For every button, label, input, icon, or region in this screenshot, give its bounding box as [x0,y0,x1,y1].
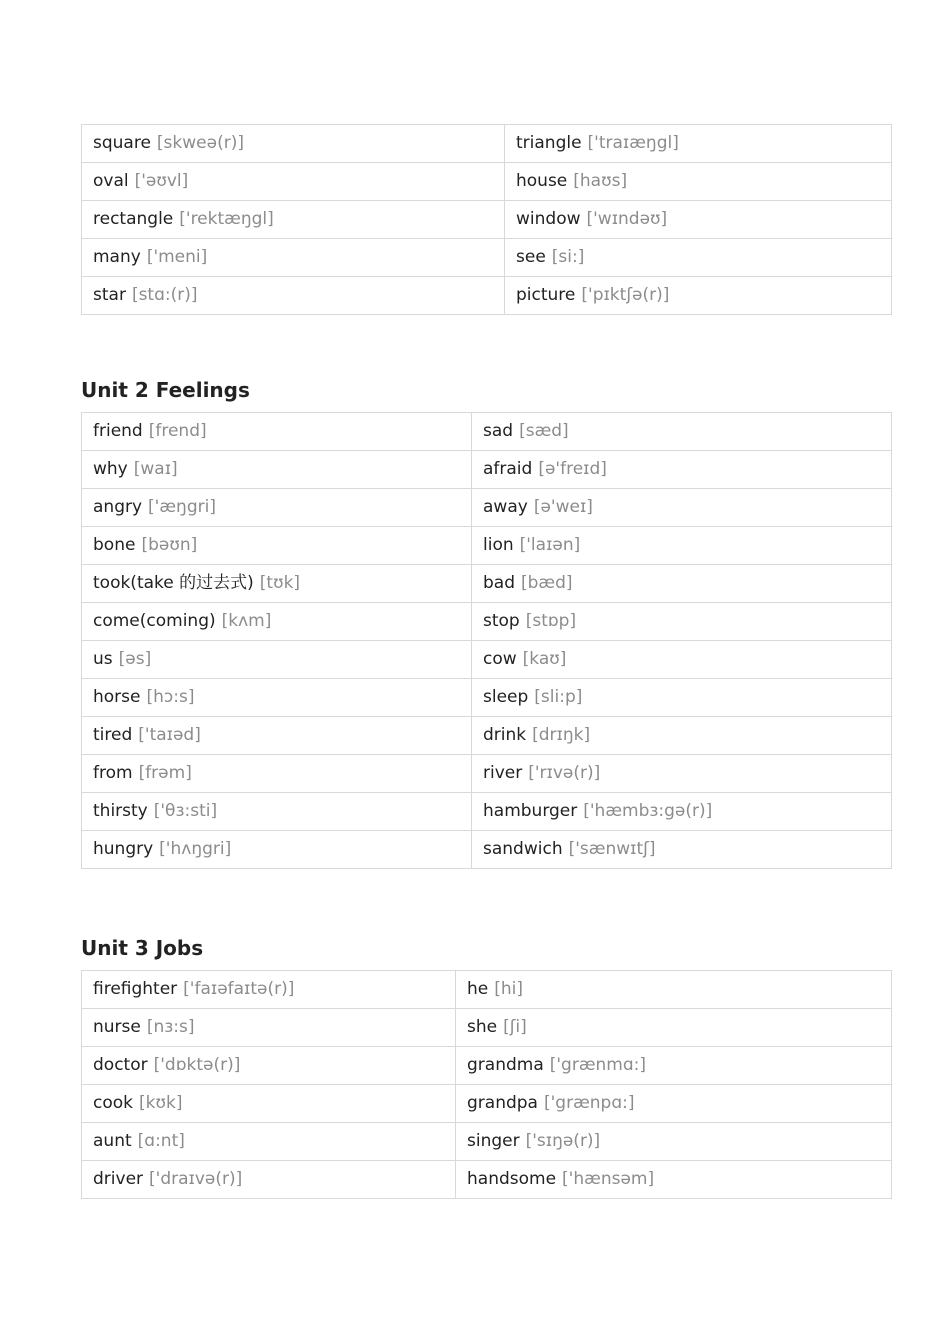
vocab-word: firefighter [93,979,178,999]
table-row [82,201,892,239]
vocab-word: sandwich [483,839,563,859]
phonetic-transcription: ['faɪəfaɪtə(r)] [183,979,295,999]
vocab-word: hamburger [483,801,578,821]
vocab-word: oval [93,171,129,191]
vocab-word: square [93,133,151,153]
phonetic-transcription: [kʌm] [221,611,272,631]
table-row [82,565,892,603]
table-cell [456,1161,892,1199]
table-cell [82,641,472,679]
phonetic-transcription: [hi] [494,979,523,999]
phonetic-transcription: [nɜ:s] [146,1017,195,1037]
table-cell [82,1085,456,1123]
phonetic-transcription: [waɪ] [133,459,178,479]
phonetic-transcription: [əs] [118,649,152,669]
vocab-word: stop [483,611,520,631]
vocab-section-unit-3 [81,934,891,1199]
phonetic-transcription: [skweə(r)] [156,133,244,153]
table-cell [472,679,892,717]
vocab-word: afraid [483,459,533,479]
table-cell [82,831,472,869]
table-row [82,971,892,1009]
vocab-word: triangle [516,133,582,153]
phonetic-transcription: ['laɪən] [519,535,581,555]
vocab-word: window [516,209,581,229]
phonetic-transcription: [stɑ:(r)] [131,285,198,305]
vocab-word: river [483,763,523,783]
phonetic-transcription: [ə'freɪd] [538,459,607,479]
vocab-word: horse [93,687,141,707]
vocab-word: nurse [93,1017,141,1037]
table-cell [82,1123,456,1161]
vocab-word: sleep [483,687,529,707]
table-cell [82,163,505,201]
table-cell [82,679,472,717]
vocab-word: driver [93,1169,144,1189]
phonetic-transcription: ['traɪæŋgl] [587,133,679,153]
table-row [82,1123,892,1161]
phonetic-transcription: [sæd] [519,421,569,441]
phonetic-transcription: ['hʌŋgri] [159,839,232,859]
vocab-word: cow [483,649,517,669]
phonetic-transcription: [haʊs] [573,171,628,191]
section-title: Unit 3 Jobs [81,936,204,960]
vocab-word: angry [93,497,143,517]
phonetic-transcription: [drɪŋk] [532,725,591,745]
table-cell [456,1123,892,1161]
phonetic-transcription: ['θɜ:sti] [153,801,218,821]
vocab-word: hungry [93,839,154,859]
vocab-word: aunt [93,1131,132,1151]
table-cell [82,1161,456,1199]
vocab-word: lion [483,535,514,555]
table-cell [82,451,472,489]
vocab-word: handsome [467,1169,557,1189]
table-cell [82,793,472,831]
table-row [82,1009,892,1047]
phonetic-transcription: [tʊk] [259,573,301,593]
vocab-word: from [93,763,133,783]
table-cell [82,277,505,315]
phonetic-transcription: ['wɪndəʊ] [586,209,668,229]
vocab-word: picture [516,285,576,305]
phonetic-transcription: ['meni] [146,247,208,267]
table-row [82,831,892,869]
vocab-word: us [93,649,113,669]
vocab-table-unit-2 [81,412,892,869]
phonetic-transcription: [ɑ:nt] [137,1131,185,1151]
table-row [82,717,892,755]
table-cell [82,239,505,277]
table-row [82,679,892,717]
phonetic-transcription: ['hæmbɜ:gə(r)] [583,801,713,821]
phonetic-transcription: ['sænwɪtʃ] [568,839,656,859]
table-cell [472,717,892,755]
table-cell [472,831,892,869]
table-cell [505,277,892,315]
table-cell [82,603,472,641]
table-row [82,755,892,793]
vocab-word: why [93,459,128,479]
vocab-word: doctor [93,1055,148,1075]
vocab-word: see [516,247,546,267]
vocab-word: tired [93,725,133,745]
phonetic-transcription: [ə'weɪ] [533,497,593,517]
vocab-word: house [516,171,568,191]
vocab-word: star [93,285,126,305]
table-cell [82,755,472,793]
table-row [82,641,892,679]
table-cell [505,239,892,277]
table-row [82,1161,892,1199]
vocab-table-1 [81,124,892,315]
section-title: Unit 2 Feelings [81,378,250,402]
phonetic-transcription: ['sɪŋə(r)] [525,1131,601,1151]
vocab-word: grandma [467,1055,544,1075]
vocab-section-1 [81,124,891,315]
phonetic-transcription: ['dɒktə(r)] [153,1055,241,1075]
vocab-word: she [467,1017,498,1037]
table-cell [472,755,892,793]
table-row [82,527,892,565]
table-row [82,277,892,315]
vocab-word: drink [483,725,527,745]
vocab-word: grandpa [467,1093,538,1113]
vocab-word: rectangle [93,209,174,229]
table-cell [82,201,505,239]
phonetic-transcription: ['hænsəm] [562,1169,655,1189]
table-cell [82,489,472,527]
phonetic-transcription: ['taɪəd] [138,725,201,745]
table-cell [472,451,892,489]
table-cell [472,413,892,451]
phonetic-transcription: ['grænpɑ:] [543,1093,635,1113]
table-cell [456,1047,892,1085]
table-cell [472,527,892,565]
phonetic-transcription: ['rɪvə(r)] [528,763,601,783]
table-row [82,1047,892,1085]
table-cell [505,125,892,163]
table-row [82,451,892,489]
phonetic-transcription: [hɔ:s] [146,687,195,707]
table-row [82,413,892,451]
phonetic-transcription: [kʊk] [139,1093,183,1113]
vocab-word: friend [93,421,143,441]
vocab-word: took(take 的过去式) [93,573,254,593]
table-cell [82,971,456,1009]
vocab-word: sad [483,421,514,441]
table-cell [472,793,892,831]
table-row [82,163,892,201]
table-cell [472,641,892,679]
table-cell [456,1009,892,1047]
phonetic-transcription: [frəm] [138,763,192,783]
phonetic-transcription: [kaʊ] [522,649,567,669]
phonetic-transcription: ['əʊvl] [134,171,189,191]
vocab-word: away [483,497,528,517]
table-row [82,1085,892,1123]
vocab-word: he [467,979,489,999]
vocab-word: bone [93,535,136,555]
vocab-word: thirsty [93,801,148,821]
table-row [82,793,892,831]
table-cell [82,527,472,565]
table-row [82,125,892,163]
vocab-word: many [93,247,141,267]
phonetic-transcription: [frend] [148,421,207,441]
phonetic-transcription: [stɒp] [525,611,577,631]
table-cell [82,1047,456,1085]
table-cell [82,565,472,603]
table-cell [82,413,472,451]
phonetic-transcription: [bəʊn] [141,535,198,555]
table-row [82,239,892,277]
table-row [82,603,892,641]
phonetic-transcription: ['æŋgri] [148,497,216,517]
vocab-table-unit-3 [81,970,892,1199]
table-cell [505,163,892,201]
phonetic-transcription: ['pɪktʃə(r)] [581,285,670,305]
vocab-word: come(coming) [93,611,216,631]
table-cell [82,125,505,163]
phonetic-transcription: ['grænmɑ:] [549,1055,647,1075]
table-cell [472,565,892,603]
phonetic-transcription: [ʃi] [503,1017,527,1037]
table-cell [472,489,892,527]
table-cell [456,971,892,1009]
table-cell [456,1085,892,1123]
phonetic-transcription: ['draɪvə(r)] [149,1169,243,1189]
phonetic-transcription: [bæd] [521,573,573,593]
table-cell [82,1009,456,1047]
vocab-word: singer [467,1131,520,1151]
vocab-section-unit-2 [81,376,891,869]
phonetic-transcription: [si:] [551,247,585,267]
table-cell [82,717,472,755]
vocab-word: cook [93,1093,133,1113]
table-cell [505,201,892,239]
table-row [82,489,892,527]
vocab-word: bad [483,573,515,593]
table-cell [472,603,892,641]
phonetic-transcription: [sli:p] [534,687,583,707]
phonetic-transcription: ['rektæŋgl] [179,209,274,229]
